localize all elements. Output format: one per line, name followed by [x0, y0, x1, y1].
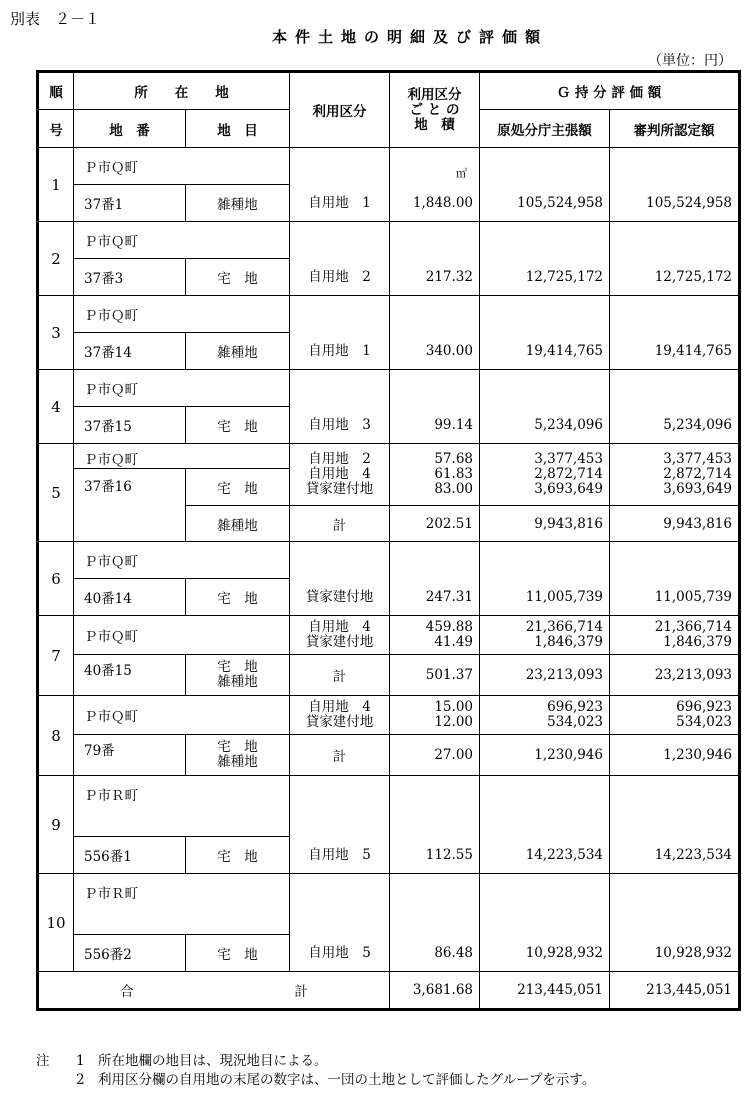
row-number: 1: [38, 148, 74, 222]
lot-number: 40番15: [74, 655, 186, 696]
approved-amount: 21,366,714: [654, 619, 732, 635]
header-land-category: 地 目: [186, 110, 290, 148]
header-agency-claim: 原処分庁主張額: [480, 110, 610, 148]
note-number: 2: [76, 1072, 85, 1088]
area-value: 1,848.00: [412, 195, 473, 211]
approved-cell: [610, 616, 740, 655]
document-title: 本件土地の明細及び評価額: [271, 28, 548, 46]
row-number: 3: [38, 296, 74, 370]
subtotal-claim: 1,230,946: [480, 735, 610, 776]
approved-amount: 19,414,765: [610, 296, 740, 370]
use-class-line: 自用地 4: [308, 699, 371, 715]
claim-cell: [480, 444, 610, 506]
note-text: 利用区分欄の自用地の末尾の数字は、一団の土地として評価したグループを示す。: [98, 1072, 596, 1088]
header-area-line1: 利用区分: [407, 86, 462, 103]
approved-amount: 3,693,649: [663, 481, 732, 497]
subtotal-area: 27.00: [390, 735, 480, 776]
row-number: 5: [38, 444, 74, 542]
claim-amount: 11,005,739: [480, 542, 610, 616]
header-tribunal-amount: 審判所認定額: [610, 110, 740, 148]
approved-amount: 5,234,096: [610, 370, 740, 444]
subtotal-area: 202.51: [390, 506, 480, 542]
town-name: Ｐ市Ｒ町: [74, 874, 290, 935]
header-location: 所 在 地: [74, 72, 290, 110]
subtotal-claim: 9,943,816: [480, 506, 610, 542]
use-class-cell: [290, 696, 390, 735]
notes: [36, 1052, 595, 1090]
land-category-2: 雑種地: [217, 674, 258, 690]
row-number: 6: [38, 542, 74, 616]
subtotal-claim: 23,213,093: [480, 655, 610, 696]
use-class-cell: 自用地 3: [290, 370, 390, 444]
claim-amount: 10,928,932: [480, 874, 610, 972]
town-name: Ｐ市Ｑ町: [74, 148, 290, 185]
lot-number: 79番: [74, 735, 186, 776]
total-label: [38, 972, 390, 1010]
land-category: 宅 地: [186, 837, 290, 874]
use-class-cell: [290, 444, 390, 506]
use-class-line: 貸家建付地: [305, 714, 374, 730]
total-label-left: 合: [120, 984, 134, 1000]
approved-amount: 12,725,172: [610, 222, 740, 296]
approved-amount: 534,023: [676, 714, 732, 730]
claim-amount: 5,234,096: [480, 370, 610, 444]
claim-amount: 2,872,714: [534, 466, 603, 482]
claim-cell: [480, 616, 610, 655]
claim-cell: [480, 696, 610, 735]
claim-amount: 12,725,172: [480, 222, 610, 296]
lot-number: 556番1: [74, 837, 186, 874]
row-number: 9: [38, 776, 74, 874]
note-text: 所在地欄の地目は、現況地目による。: [98, 1053, 328, 1069]
claim-amount: 14,223,534: [480, 776, 610, 874]
area-value: 41.49: [434, 634, 473, 650]
town-name: Ｐ市Ｑ町: [74, 696, 290, 735]
header-area: [390, 72, 480, 148]
note-number: 1: [76, 1053, 85, 1069]
subtotal-approved: 9,943,816: [610, 506, 740, 542]
area-value: 247.31: [390, 542, 480, 616]
approved-cell: [610, 696, 740, 735]
claim-amount: 3,693,649: [534, 481, 603, 497]
header-no-top: 順: [38, 72, 74, 110]
approved-cell: [610, 444, 740, 506]
town-name: Ｐ市Ｑ町: [74, 444, 290, 469]
lot-number: 37番16: [74, 469, 186, 542]
approved-amount: 3,377,453: [663, 451, 732, 467]
row-number: 10: [38, 874, 74, 972]
use-class-cell: 自用地 2: [290, 222, 390, 296]
use-class-cell: [290, 616, 390, 655]
note-line: [36, 1071, 595, 1090]
town-name: Ｐ市Ｑ町: [74, 296, 290, 333]
note-line: [36, 1052, 595, 1071]
approved-amount: 2,872,714: [663, 466, 732, 482]
header-no-bottom: 号: [38, 110, 74, 148]
approved-amount: 105,524,958: [610, 148, 740, 222]
row-number: 7: [38, 616, 74, 696]
area-cell: [390, 444, 480, 506]
use-class-cell: 貸家建付地: [290, 542, 390, 616]
land-category-cell: [186, 655, 290, 696]
claim-amount: 3,377,453: [534, 451, 603, 467]
land-category-2: 雑種地: [217, 754, 258, 770]
use-class-line: 自用地 4: [308, 466, 371, 482]
town-name: Ｐ市Ｑ町: [74, 616, 290, 655]
header-valuation: Ｇ 持 分 評 価 額: [480, 72, 740, 110]
use-class-line: 自用地 2: [308, 451, 371, 467]
area-cell: [390, 148, 480, 222]
lot-number: 37番1: [74, 185, 186, 222]
claim-amount: 19,414,765: [480, 296, 610, 370]
approved-amount: 11,005,739: [610, 542, 740, 616]
total-claim: 213,445,051: [480, 972, 610, 1010]
lot-number: 556番2: [74, 935, 186, 972]
land-valuation-table: [36, 70, 741, 1011]
use-class-line: 自用地 4: [308, 619, 371, 635]
header-lot-number: 地 番: [74, 110, 186, 148]
lot-number: 40番14: [74, 579, 186, 616]
use-class-line: 貸家建付地: [305, 481, 374, 497]
area-value: 12.00: [434, 714, 473, 730]
town-name: Ｐ市Ｑ町: [74, 222, 290, 259]
land-category: 宅 地: [186, 407, 290, 444]
land-category: 宅 地: [217, 739, 258, 755]
area-value: 459.88: [425, 619, 473, 635]
area-cell: [390, 696, 480, 735]
total-area: 3,681.68: [390, 972, 480, 1010]
note-head-spacer: [36, 1071, 76, 1090]
subtotal-label: 計: [290, 735, 390, 776]
area-value: 99.14: [390, 370, 480, 444]
total-label-right: 計: [294, 984, 308, 1000]
land-category: 宅 地: [186, 469, 290, 506]
claim-amount: 21,366,714: [525, 619, 603, 635]
subtotal-label: 計: [290, 506, 390, 542]
appendix-label: 別表 ２－１: [10, 10, 101, 28]
subtotal-label: 計: [290, 655, 390, 696]
claim-amount: 696,923: [547, 699, 603, 715]
unit-label: （単位：円）: [648, 53, 732, 69]
land-category-cell: [186, 735, 290, 776]
use-class-line: 貸家建付地: [305, 634, 374, 650]
approved-amount: 1,846,379: [663, 634, 732, 650]
land-category: 宅 地: [186, 935, 290, 972]
row-number: 2: [38, 222, 74, 296]
approved-amount: 14,223,534: [610, 776, 740, 874]
use-class-cell: 自用地 1: [290, 148, 390, 222]
lot-number: 37番15: [74, 407, 186, 444]
land-category: 雑種地: [186, 333, 290, 370]
subtotal-approved: 1,230,946: [610, 735, 740, 776]
land-category: 宅 地: [186, 579, 290, 616]
use-class-cell: 自用地 1: [290, 296, 390, 370]
town-name: Ｐ市Ｒ町: [74, 776, 290, 837]
area-value: 83.00: [434, 481, 473, 497]
total-approved: 213,445,051: [610, 972, 740, 1010]
lot-number: 37番14: [74, 333, 186, 370]
header-use-class: 利用区分: [290, 72, 390, 148]
town-name: Ｐ市Ｑ町: [74, 370, 290, 407]
note-head: 注: [36, 1053, 50, 1069]
approved-amount: 10,928,932: [610, 874, 740, 972]
area-value: 61.83: [434, 466, 473, 482]
area-unit: ㎡: [456, 167, 467, 180]
claim-amount: 1,846,379: [534, 634, 603, 650]
area-value: 15.00: [434, 699, 473, 715]
area-value: 57.68: [434, 451, 473, 467]
approved-amount: 696,923: [676, 699, 732, 715]
subtotal-area: 501.37: [390, 655, 480, 696]
land-category-2: 雑種地: [186, 506, 290, 542]
lot-number: 37番3: [74, 259, 186, 296]
header-area-line2: ご と の: [409, 101, 460, 118]
subtotal-approved: 23,213,093: [610, 655, 740, 696]
land-category: 宅 地: [217, 659, 258, 675]
area-cell: [390, 616, 480, 655]
use-class-cell: 自用地 5: [290, 776, 390, 874]
town-name: Ｐ市Ｑ町: [74, 542, 290, 579]
area-value: 340.00: [390, 296, 480, 370]
area-value: 86.48: [390, 874, 480, 972]
row-number: 8: [38, 696, 74, 776]
land-category: 宅 地: [186, 259, 290, 296]
row-number: 4: [38, 370, 74, 444]
land-category: 雑種地: [186, 185, 290, 222]
area-value: 112.55: [390, 776, 480, 874]
claim-amount: 534,023: [547, 714, 603, 730]
use-class-cell: 自用地 5: [290, 874, 390, 972]
header-area-line3: 地 積: [414, 116, 455, 133]
claim-amount: 105,524,958: [480, 148, 610, 222]
area-value: 217.32: [390, 222, 480, 296]
